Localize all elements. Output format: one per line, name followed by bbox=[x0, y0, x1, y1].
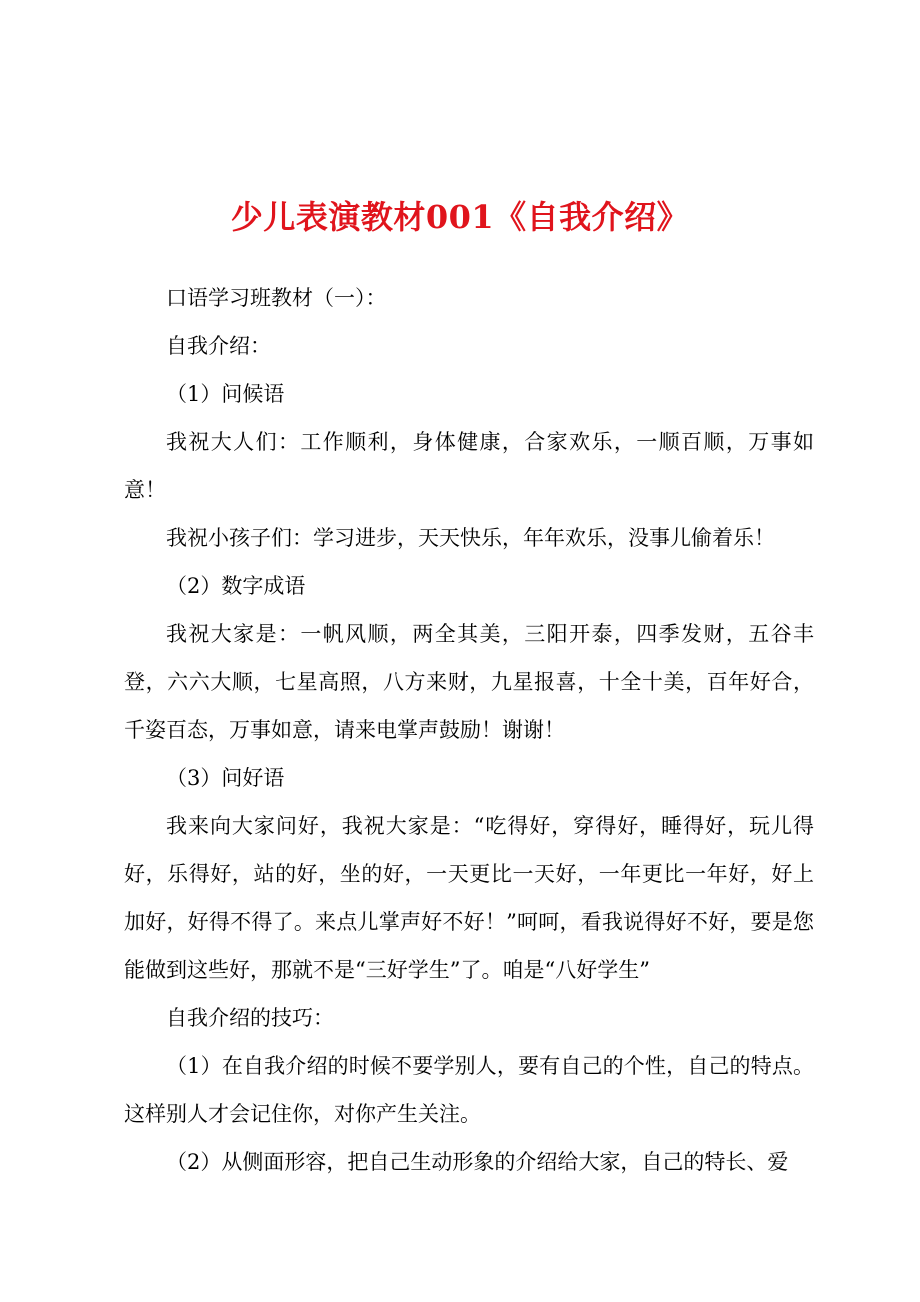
paragraph-hello-text: 我来向大家问好，我祝大家是：“吃得好，穿得好，睡得好，玩儿得好，乐得好，站的好，坐的好，一天更比一天好，一年更比一年好，好上加好，好得不得了。来点儿掌声好不好！”呵呵，看我说得好不好，要是您能做到这些好，那就不是“三好学生”了。咱是“八好学生” bbox=[124, 814, 814, 982]
paragraph-idioms-heading: （2）数字成语 bbox=[166, 574, 306, 598]
paragraph-class-heading: 口语学习班教材（一）： bbox=[166, 286, 387, 310]
paragraph-tip-1: （1）在自我介绍的时候不要学别人，要有自己的个性，自己的特点。这样别人才会记住你，对你产生关注。 bbox=[124, 1054, 814, 1126]
paragraph-tip-2: （2）从侧面形容，把自己生动形象的介绍给大家，自己的特长、爱 bbox=[166, 1150, 789, 1174]
document-body bbox=[124, 274, 814, 1186]
document-title: 少儿表演教材001《自我介绍》 bbox=[230, 198, 690, 236]
paragraph-tips-heading: 自我介绍的技巧： bbox=[166, 1006, 334, 1030]
paragraph-child-wishes: 我祝小孩子们：学习进步，天天快乐，年年欢乐，没事儿偷着乐！ bbox=[166, 526, 775, 550]
paragraph-hello-heading: （3）问好语 bbox=[166, 766, 285, 790]
paragraph-adult-wishes: 我祝大人们：工作顺利，身体健康，合家欢乐，一顺百顺，万事如意！ bbox=[124, 430, 814, 502]
paragraph-greeting-heading: （1）问候语 bbox=[166, 382, 285, 406]
paragraph-self-intro-heading: 自我介绍： bbox=[166, 334, 271, 358]
paragraph-idioms: 我祝大家是：一帆风顺，两全其美，三阳开泰，四季发财，五谷丰登，六六大顺，七星高照，八方来财，九星报喜，十全十美，百年好合，千姿百态，万事如意，请来电掌声鼓励！谢谢！ bbox=[124, 622, 814, 742]
